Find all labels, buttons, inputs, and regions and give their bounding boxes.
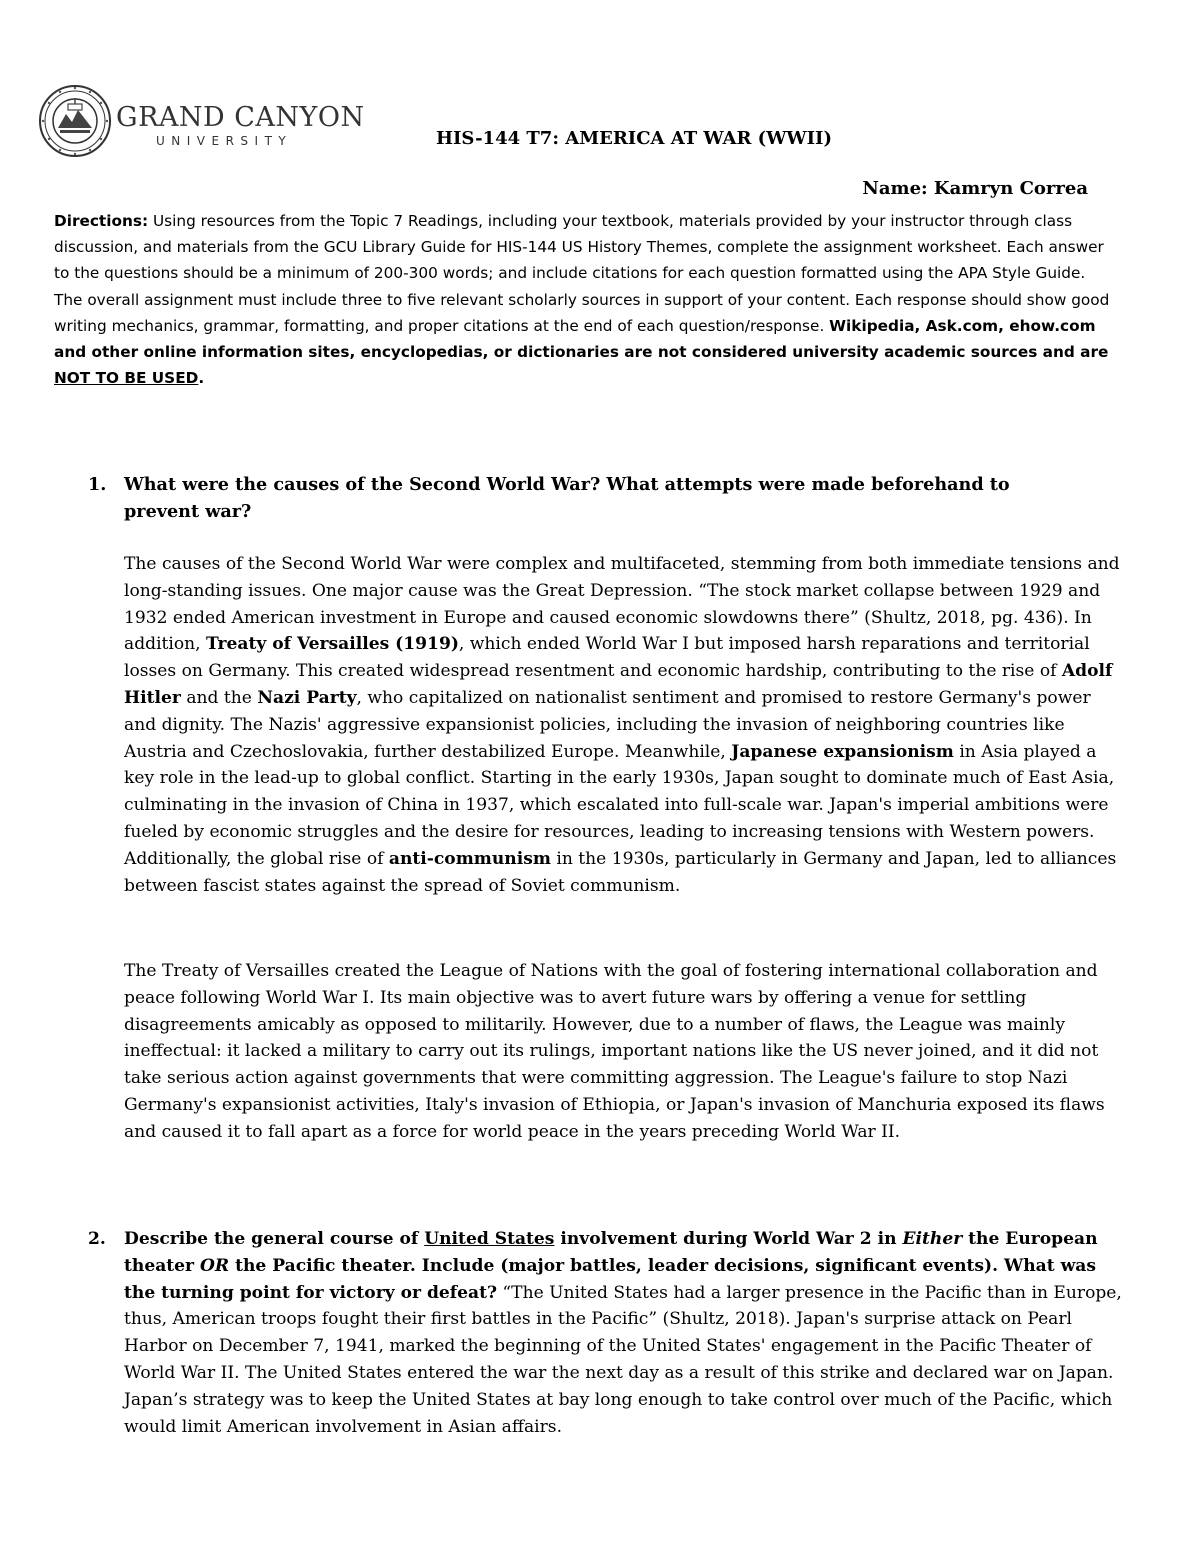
answer-1-bold-term: Nazi Party xyxy=(257,687,357,708)
directions-text: Using resources from the Topic 7 Readings, including your textbook, materials provided by your instructor through class discussion, and materials from the GCU Library Guide for HIS-144 US History Themes, complete the assignment worksheet. Each answer to the questions should be a minimum of 200-300 words; and include citations for each question formatted using the APA Style Guide. The overall assignment must include three to five relevant scholarly sources in support of your content. Each response should show good writing mechanics, grammar, formatting, and proper citations at the end of each question/response. xyxy=(54,212,1110,335)
question-2-number: 2. xyxy=(88,1229,106,1249)
directions-paragraph xyxy=(54,208,1114,391)
directions-warning-text: Wikipedia, Ask.com, ehow.com and other online information sites, encyclopedias, or dictionaries are not considered university academic sources and are xyxy=(54,316,1109,362)
answer-1-text: , who capitalized on nationalist sentiment and promised to restore Germany's power and dignity. The Nazis' aggressive expansionist policies, including the invasion of neighboring countries like Austria and Czechoslovakia, further destabilized Europe. Meanwhile, xyxy=(124,687,1091,762)
logo-wordmark: GRAND CANYON xyxy=(116,102,365,133)
answer-1-bold-term: Adolf Hitler xyxy=(124,661,1113,708)
question-2-italic: OR xyxy=(200,1255,230,1276)
answer-1-text: in Asia played a key role in the lead-up to global conflict. Starting in the early 1930s, Japan sought to dominate much of East Asia, culminating in the invasion of China in 1937, which escalated into full-scale war. Japan's imperial ambitions were fueled by economic struggles and the desire for resources, leading to increasing tensions with Western powers. Additionally, the global rise of xyxy=(124,741,1115,869)
university-seal-icon xyxy=(38,84,112,158)
question-1-number: 1. xyxy=(88,474,107,495)
answer-1-text: , which ended World War I but imposed harsh reparations and territorial losses on Germany. This created widespread resentment and economic hardship, contributing to the rise of xyxy=(124,634,1090,682)
directions-warning-end: . xyxy=(198,369,205,388)
question-2-part: the European theater xyxy=(124,1229,1098,1276)
answer-1-text: in the 1930s, particularly in Germany and Japan, led to alliances between fascist states against the spread of Soviet communism. xyxy=(124,848,1117,896)
answer-1-text: and the xyxy=(180,687,258,708)
question-1-text: What were the causes of the Second World War? What attempts were made beforehand to prevent war? xyxy=(124,474,1010,522)
question-2-part: Describe the general course of xyxy=(124,1229,425,1249)
question-2-part: involvement during World War 2 in xyxy=(554,1229,903,1249)
answer-1-paragraph-1 xyxy=(124,551,1124,899)
question-2-italic: Either xyxy=(902,1229,963,1249)
document-title: HIS-144 T7: AMERICA AT WAR (WWII) xyxy=(436,128,832,149)
answer-1-text: The causes of the Second World War were complex and multifaceted, stemming from both immediate tensions and long-standing issues. One major cause was the Great Depression. “The stock market collapse between 1929 and 1932 ended American investment in Europe and caused economic slowdowns there” (Shultz, 2018, pg. 436). In addition, xyxy=(124,554,1120,655)
directions-warning-underlined: NOT TO BE USED xyxy=(54,369,199,388)
answer-1-bold-term: Japanese expansionism xyxy=(731,741,954,762)
question-2-underlined: United States xyxy=(424,1229,555,1249)
question-1 xyxy=(88,472,1084,526)
student-name: Name: Kamryn Correa xyxy=(862,178,1088,199)
answer-2-text: “The United States had a larger presence in the Pacific than in Europe, thus, American troops fought their first battles in the Pacific” (Shultz, 2018). Japan's surprise attack on Pearl Harbor on December 7, 1941, marked the beginning of the United States' engagement in the Pacific Theater of World War II. The United States entered the war the next day as a result of this strike and declared war on Japan. Japan’s strategy was to keep the United States at bay long enough to take control over much of the Pacific, which would limit American involvement in Asian affairs. xyxy=(124,1282,1122,1437)
question-2-part: the Pacific theater. Include (major battles, leader decisions, significant events). What was the turning point for victory or defeat? xyxy=(124,1255,1097,1303)
answer-1-paragraph-2: The Treaty of Versailles created the League of Nations with the goal of fostering international collaboration and peace following World War I. Its main objective was to avert future wars by offering a venue for settling disagreements amicably as opposed to militarily. However, due to a number of flaws, the League was mainly ineffectual: it lacked a military to carry out its rulings, important nations like the US never joined, and it did not take serious action against governments that were committing aggression. The League's failure to stop Nazi Germany's expansionist activities, Italy's invasion of Ethiopia, or Japan's invasion of Manchuria exposed its flaws and caused it to fall apart as a force for world peace in the years preceding World War II. xyxy=(124,961,1105,1142)
question-2-block xyxy=(88,1226,1124,1440)
answer-1-bold-term: Treaty of Versailles (1919) xyxy=(206,634,459,655)
university-logo xyxy=(38,84,365,160)
logo-subtitle: UNIVERSITY xyxy=(156,134,293,148)
directions-label: Directions: xyxy=(54,212,149,230)
answer-1-bold-term: anti-communism xyxy=(388,848,551,869)
